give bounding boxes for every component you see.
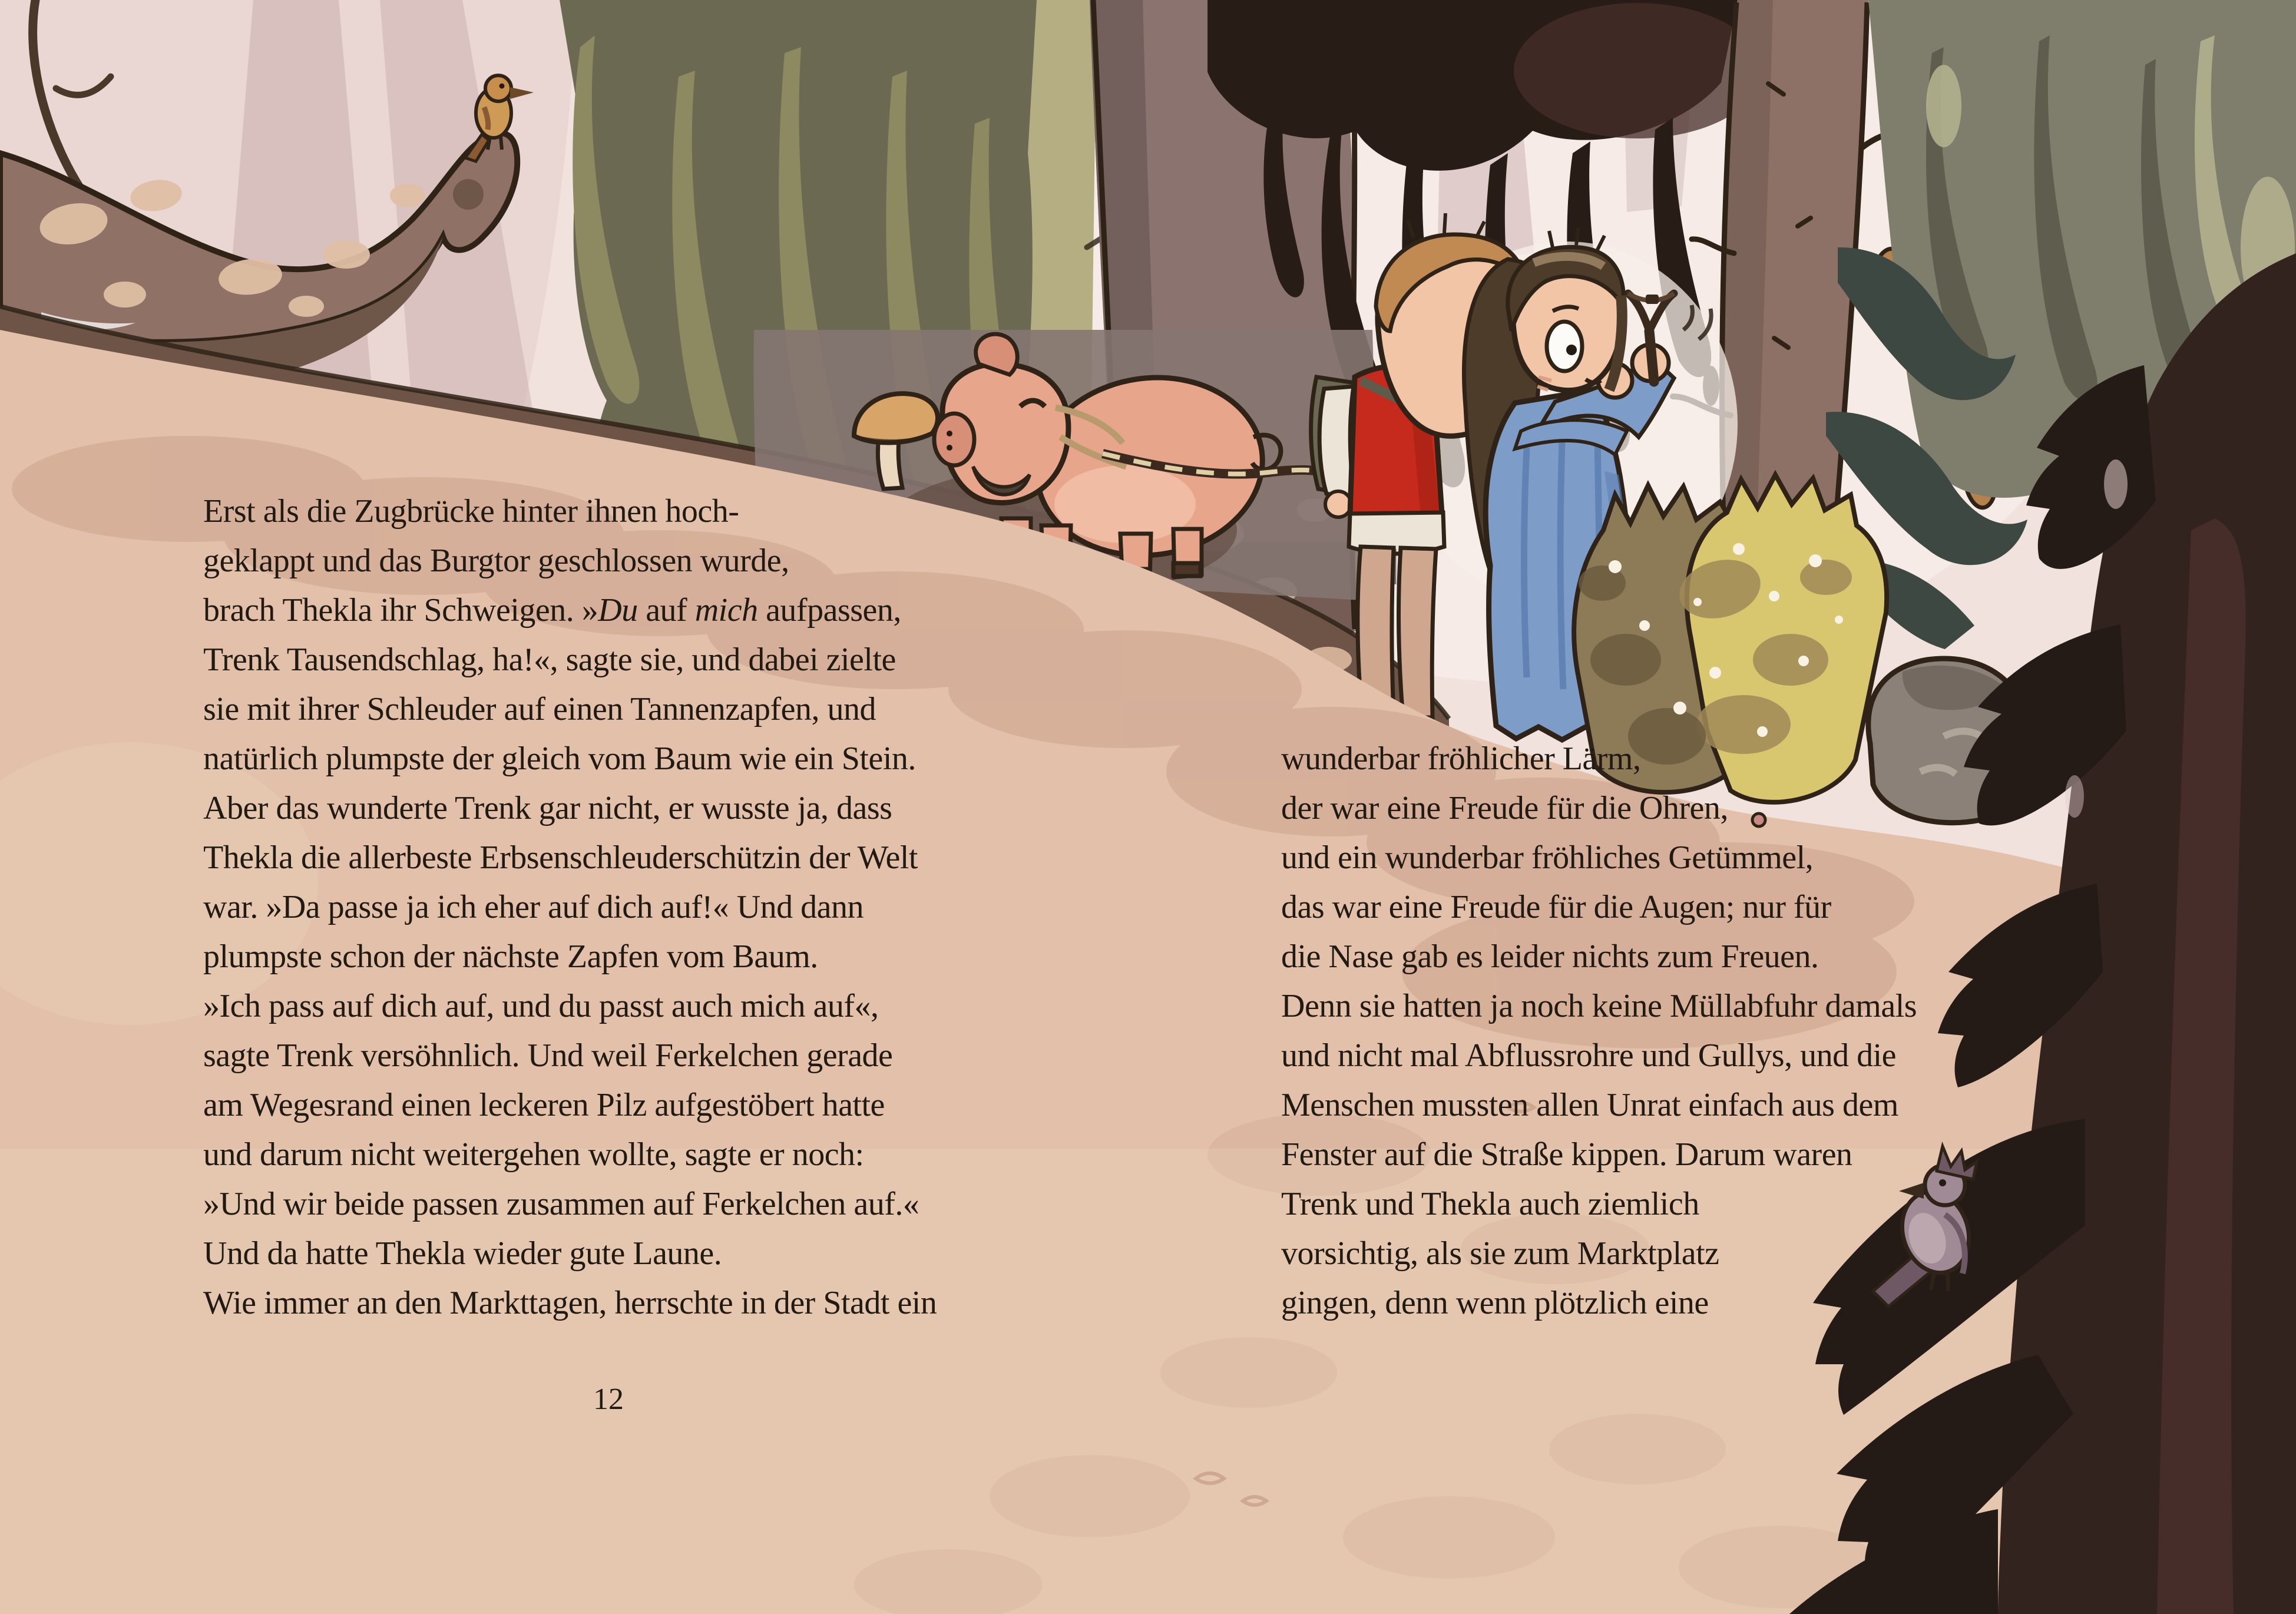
text-line: und darum nicht weitergehen wollte, sagte er noch: bbox=[203, 1136, 864, 1173]
text-line: »Und wir beide passen zusammen auf Ferkelchen auf.« bbox=[203, 1186, 919, 1222]
text-line: die Nase gab es leider nichts zum Freuen. bbox=[1281, 938, 1819, 975]
text-line: der war eine Freude für die Ohren, bbox=[1281, 790, 1728, 826]
text-line: Trenk Tausendschlag, ha!«, sagte sie, und dabei zielte bbox=[203, 641, 896, 678]
text-line: am Wegesrand einen leckeren Pilz aufgestöbert hatte bbox=[203, 1087, 885, 1123]
girl-eye bbox=[1547, 322, 1582, 371]
text-line: Fenster auf die Straße kippen. Darum waren bbox=[1281, 1136, 1852, 1173]
text-line: Erst als die Zugbrücke hinter ihnen hoch- bbox=[203, 493, 739, 530]
left-text-column bbox=[203, 487, 937, 1328]
boy-pants-right bbox=[1399, 548, 1436, 717]
text-line: und ein wunderbar fröhliches Getümmel, bbox=[1281, 839, 1814, 876]
log-curl bbox=[453, 179, 484, 210]
right-text-column bbox=[1281, 734, 1917, 1328]
text-line: geklappt und das Burgtor geschlossen wurde, bbox=[203, 543, 789, 579]
text-line: Denn sie hatten ja noch keine Müllabfuhr damals bbox=[1281, 988, 1917, 1024]
text-line: Trenk und Thekla auch ziemlich bbox=[1281, 1186, 1699, 1222]
text-line: natürlich plumpste der gleich vom Baum wie ein Stein. bbox=[203, 740, 916, 777]
text-line: Aber das wunderte Trenk gar nicht, er wusste ja, dass bbox=[203, 790, 892, 826]
text-line: vorsichtig, als sie zum Marktplatz bbox=[1281, 1235, 1719, 1272]
text-line: »Ich pass auf dich auf, und du passt auch mich auf«, bbox=[203, 988, 879, 1024]
text-line: Und da hatte Thekla wieder gute Laune. bbox=[203, 1235, 722, 1272]
text-line: Menschen mussten allen Unrat einfach aus dem bbox=[1281, 1087, 1898, 1123]
page-number: 12 bbox=[593, 1383, 624, 1416]
text-line: sagte Trenk versöhnlich. Und weil Ferkelchen gerade bbox=[203, 1037, 893, 1074]
text-line: wunderbar fröhlicher Lärm, bbox=[1281, 740, 1641, 777]
pig-snout bbox=[934, 414, 974, 465]
boy-hand bbox=[1325, 491, 1351, 517]
text-line: Wie immer an den Markttagen, herrschte in der Stadt ein bbox=[203, 1285, 937, 1321]
text-line: Thekla die allerbeste Erbsenschleuderschützin der Welt bbox=[203, 839, 918, 876]
text-line: gingen, denn wenn plötzlich eine bbox=[1281, 1285, 1709, 1321]
text-line: brach Thekla ihr Schweigen. »Du auf mich aufpassen, bbox=[203, 592, 901, 629]
text-line: plumpste schon der nächste Zapfen vom Baum. bbox=[203, 938, 818, 975]
text-line: das war eine Freude für die Augen; nur für bbox=[1281, 889, 1831, 925]
text-line: und nicht mal Abflussrohre und Gullys, und die bbox=[1281, 1037, 1897, 1074]
text-line: sie mit ihrer Schleuder auf einen Tannenzapfen, und bbox=[203, 691, 876, 727]
text-line: war. »Da passe ja ich eher auf dich auf!« Und dann bbox=[203, 889, 864, 925]
